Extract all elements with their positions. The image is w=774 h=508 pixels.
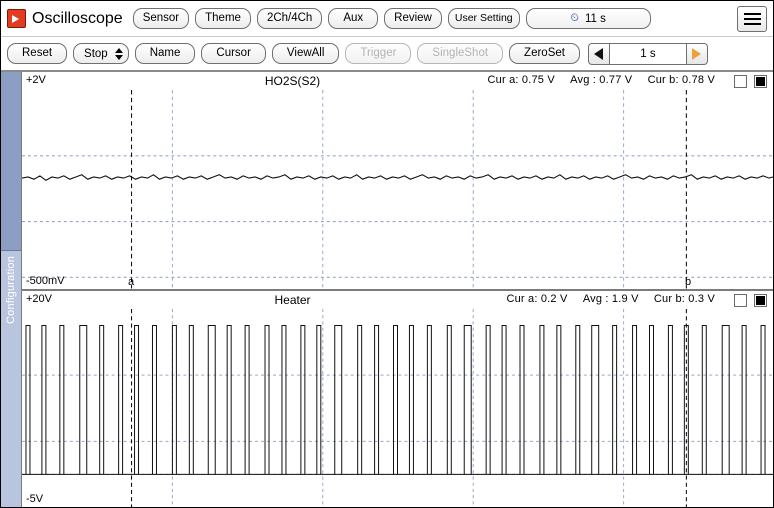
ho2s-s2-pane-header	[22, 72, 773, 90]
user-setting-button[interactable]: User Setting	[448, 8, 520, 29]
theme-button[interactable]: Theme	[195, 8, 251, 29]
ho2s-s2-average-value: Avg : 0.77 V	[570, 74, 633, 86]
heater-visibility-checkbox[interactable]	[734, 294, 747, 307]
stepper-arrows-icon[interactable]	[115, 48, 123, 60]
toolbar-secondary	[1, 37, 773, 72]
next-arrow-icon[interactable]	[686, 43, 708, 65]
elapsed-time-value: 11 s	[585, 12, 606, 25]
heater-cursor-a-value: Cur a: 0.2 V	[506, 292, 568, 305]
viewall-button[interactable]: ViewAll	[272, 43, 340, 64]
oscilloscope-app-icon	[7, 9, 26, 28]
ho2s-s2-waveform	[22, 90, 773, 289]
heater-pane-header	[22, 291, 773, 309]
trigger-button[interactable]: Trigger	[345, 43, 411, 64]
previous-arrow-icon[interactable]	[588, 43, 610, 65]
heater-pane	[22, 291, 773, 508]
review-button[interactable]: Review	[384, 8, 442, 29]
name-button[interactable]: Name	[135, 43, 196, 64]
zeroset-button[interactable]: ZeroSet	[509, 43, 580, 64]
ho2s-s2-cursor-a-value: Cur a: 0.75 V	[487, 74, 555, 86]
ho2s-s2-cursor-b-label: b	[685, 275, 692, 288]
elapsed-time-display[interactable]	[526, 8, 651, 29]
clock-icon: ⏲	[570, 12, 579, 24]
heater-readouts	[506, 293, 715, 305]
hamburger-menu-icon[interactable]	[737, 6, 767, 32]
page-title: Oscilloscope	[32, 9, 123, 27]
ho2s-s2-readouts	[487, 74, 715, 86]
ho2s-s2-fill-checkbox[interactable]	[754, 75, 767, 88]
aux-button[interactable]: Aux	[328, 8, 378, 29]
heater-waveform	[22, 309, 773, 508]
heater-title: Heater	[274, 292, 311, 307]
heater-fill-checkbox[interactable]	[754, 294, 767, 307]
workspace	[1, 72, 773, 507]
time-scale-value[interactable]: 1 s	[610, 43, 686, 65]
ho2s-s2-axis-top-label: +2V	[26, 74, 46, 86]
ho2s-s2-cursor-b-value: Cur b: 0.78 V	[647, 74, 715, 86]
heater-plot[interactable]	[22, 309, 773, 508]
ho2s-s2-cursor-a-label: a	[128, 275, 135, 288]
configuration-sidebar-active-region	[1, 72, 21, 251]
heater-axis-top-label: +20V	[26, 292, 52, 305]
scope-panes	[22, 72, 773, 507]
sensor-button[interactable]: Sensor	[133, 8, 189, 29]
ho2s-s2-pane-controls	[734, 75, 767, 88]
heater-pane-controls	[734, 294, 767, 307]
ho2s-s2-axis-bottom-label: -500mV	[26, 274, 65, 287]
cursor-button[interactable]: Cursor	[201, 43, 266, 64]
ho2s-s2-pane	[22, 72, 773, 291]
run-state-value: Stop	[84, 47, 108, 60]
sidebar-item-label: Configuration	[5, 255, 17, 324]
heater-cursor-b-value: Cur b: 0.3 V	[653, 292, 715, 305]
singleshot-button[interactable]: SingleShot	[417, 43, 503, 64]
time-navigation-group	[588, 43, 708, 65]
run-state-stepper[interactable]	[73, 43, 129, 64]
ho2s-s2-visibility-checkbox[interactable]	[734, 75, 747, 88]
toolbar-primary	[1, 1, 773, 37]
ho2s-s2-plot[interactable]	[22, 90, 773, 289]
reset-button[interactable]: Reset	[7, 43, 67, 64]
heater-average-value: Avg : 1.9 V	[582, 292, 639, 305]
channel-count-button[interactable]: 2Ch/4Ch	[257, 8, 322, 29]
heater-axis-bottom-label: -5V	[26, 493, 44, 505]
ho2s-s2-title: HO2S(S2)	[264, 74, 321, 88]
configuration-sidebar[interactable]	[1, 72, 22, 507]
